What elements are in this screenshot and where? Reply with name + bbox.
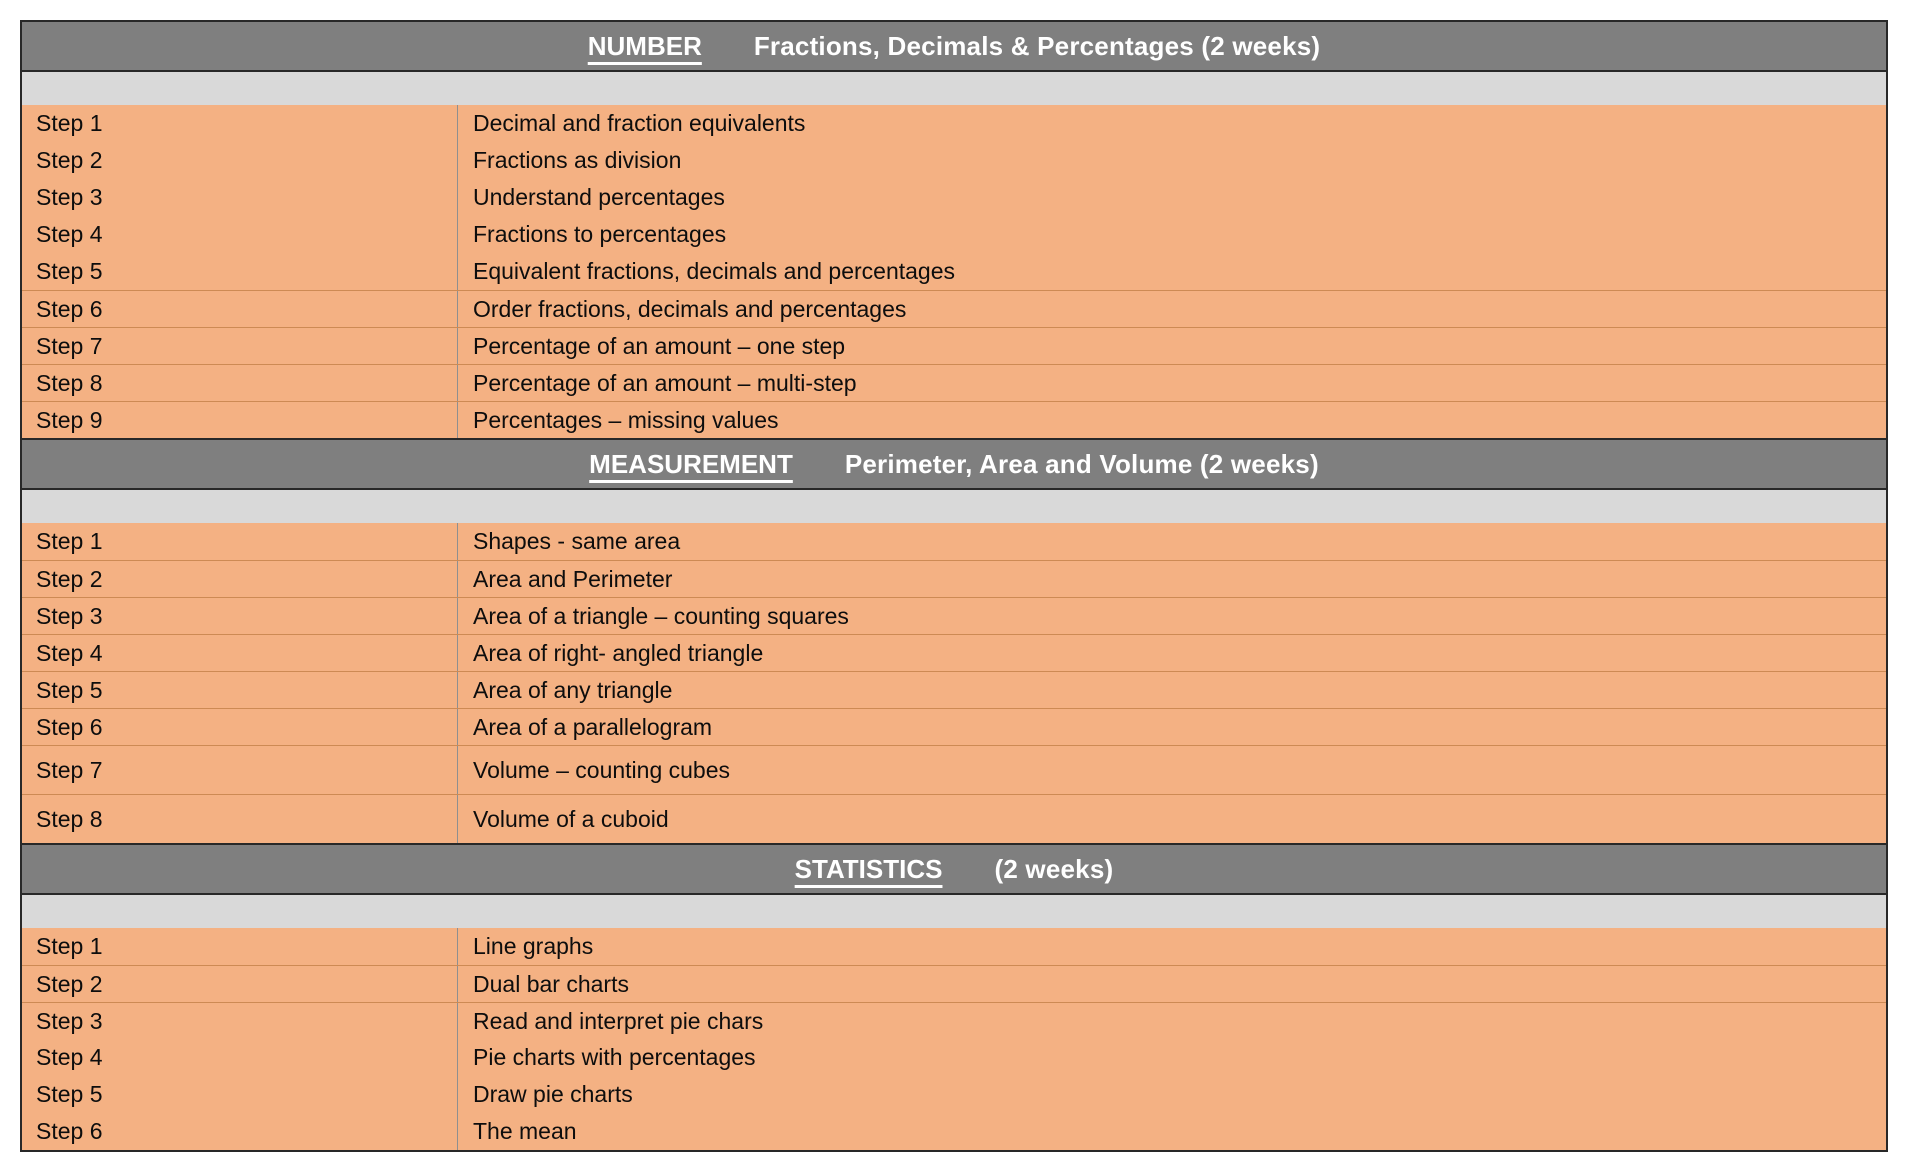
step-label: Step 6 — [22, 291, 458, 327]
step-row — [22, 523, 1886, 560]
section-subtitle: Fractions, Decimals & Percentages (2 weeks) — [753, 30, 1321, 61]
step-row — [22, 965, 1886, 1002]
step-row — [22, 560, 1886, 597]
step-topic: Fractions as division — [473, 147, 682, 173]
section-header-measurement — [22, 438, 1886, 490]
step-row — [22, 1076, 1886, 1113]
step-row — [22, 708, 1886, 745]
step-row — [22, 290, 1886, 327]
step-topic: Percentages – missing values — [473, 406, 779, 433]
step-topic: Equivalent fractions, decimals and percentages — [473, 258, 956, 284]
section-header-statistics — [22, 843, 1886, 895]
step-label: Step 7 — [22, 746, 458, 794]
step-topic: Draw pie charts — [473, 1081, 633, 1107]
step-row — [22, 1002, 1886, 1039]
step-topic: Area of any triangle — [473, 676, 673, 703]
step-row — [22, 142, 1886, 179]
step-label: Step 1 — [22, 928, 458, 965]
step-label: Step 8 — [22, 365, 458, 401]
step-row — [22, 327, 1886, 364]
section-measurement — [22, 438, 1886, 843]
step-label: Step 6 — [22, 1113, 458, 1150]
step-row — [22, 745, 1886, 794]
step-label: Step 5 — [22, 672, 458, 708]
spacer-row — [22, 895, 1886, 928]
step-row — [22, 179, 1886, 216]
step-topic: Dual bar charts — [473, 970, 629, 997]
step-row — [22, 1113, 1886, 1150]
step-topic: Area of a parallelogram — [473, 713, 713, 740]
spacer-row — [22, 490, 1886, 523]
step-row — [22, 794, 1886, 843]
step-label: Step 1 — [22, 105, 458, 142]
step-label: Step 1 — [22, 523, 458, 560]
step-topic: Shapes - same area — [473, 528, 681, 554]
step-label: Step 6 — [22, 709, 458, 745]
step-topic: Line graphs — [473, 933, 594, 959]
step-row — [22, 1039, 1886, 1076]
step-row — [22, 928, 1886, 965]
section-header-number — [22, 22, 1886, 72]
step-label: Step 3 — [22, 1003, 458, 1039]
step-row — [22, 253, 1886, 290]
section-statistics — [22, 843, 1886, 1150]
step-topic: Percentage of an amount – multi-step — [473, 369, 857, 396]
step-topic: Understand percentages — [473, 184, 725, 210]
curriculum-table — [20, 20, 1888, 1152]
step-label: Step 5 — [22, 253, 458, 290]
step-label: Step 4 — [22, 635, 458, 671]
step-topic: Pie charts with percentages — [473, 1044, 756, 1070]
step-topic: Volume – counting cubes — [473, 756, 731, 783]
step-label: Step 8 — [22, 795, 458, 843]
section-number — [22, 22, 1886, 438]
section-subtitle: Perimeter, Area and Volume (2 weeks) — [844, 448, 1319, 479]
step-row — [22, 634, 1886, 671]
step-topic: Read and interpret pie chars — [473, 1007, 764, 1034]
section-category: STATISTICS — [794, 853, 943, 884]
step-label: Step 7 — [22, 328, 458, 364]
step-label: Step 9 — [22, 402, 458, 438]
step-label: Step 3 — [22, 598, 458, 634]
step-row — [22, 216, 1886, 253]
step-topic: Percentage of an amount – one step — [473, 332, 846, 359]
spacer-row — [22, 72, 1886, 105]
step-label: Step 4 — [22, 1039, 458, 1076]
step-label: Step 2 — [22, 561, 458, 597]
section-subtitle: (2 weeks) — [994, 853, 1114, 884]
step-topic: Order fractions, decimals and percentages — [473, 295, 907, 322]
step-label: Step 2 — [22, 966, 458, 1002]
step-topic: Area of a triangle – counting squares — [473, 602, 849, 629]
step-topic: Decimal and fraction equivalents — [473, 110, 806, 136]
step-topic: The mean — [473, 1118, 577, 1144]
step-row — [22, 401, 1886, 438]
step-row — [22, 105, 1886, 142]
step-label: Step 2 — [22, 142, 458, 179]
step-row — [22, 671, 1886, 708]
step-topic: Volume of a cuboid — [473, 805, 669, 832]
step-topic: Area and Perimeter — [473, 565, 673, 592]
section-category: MEASUREMENT — [589, 448, 793, 479]
step-topic: Fractions to percentages — [473, 221, 727, 247]
step-label: Step 4 — [22, 216, 458, 253]
step-label: Step 3 — [22, 179, 458, 216]
step-label: Step 5 — [22, 1076, 458, 1113]
step-row — [22, 597, 1886, 634]
step-topic: Area of right- angled triangle — [473, 639, 764, 666]
section-category: NUMBER — [587, 30, 702, 61]
step-row — [22, 364, 1886, 401]
